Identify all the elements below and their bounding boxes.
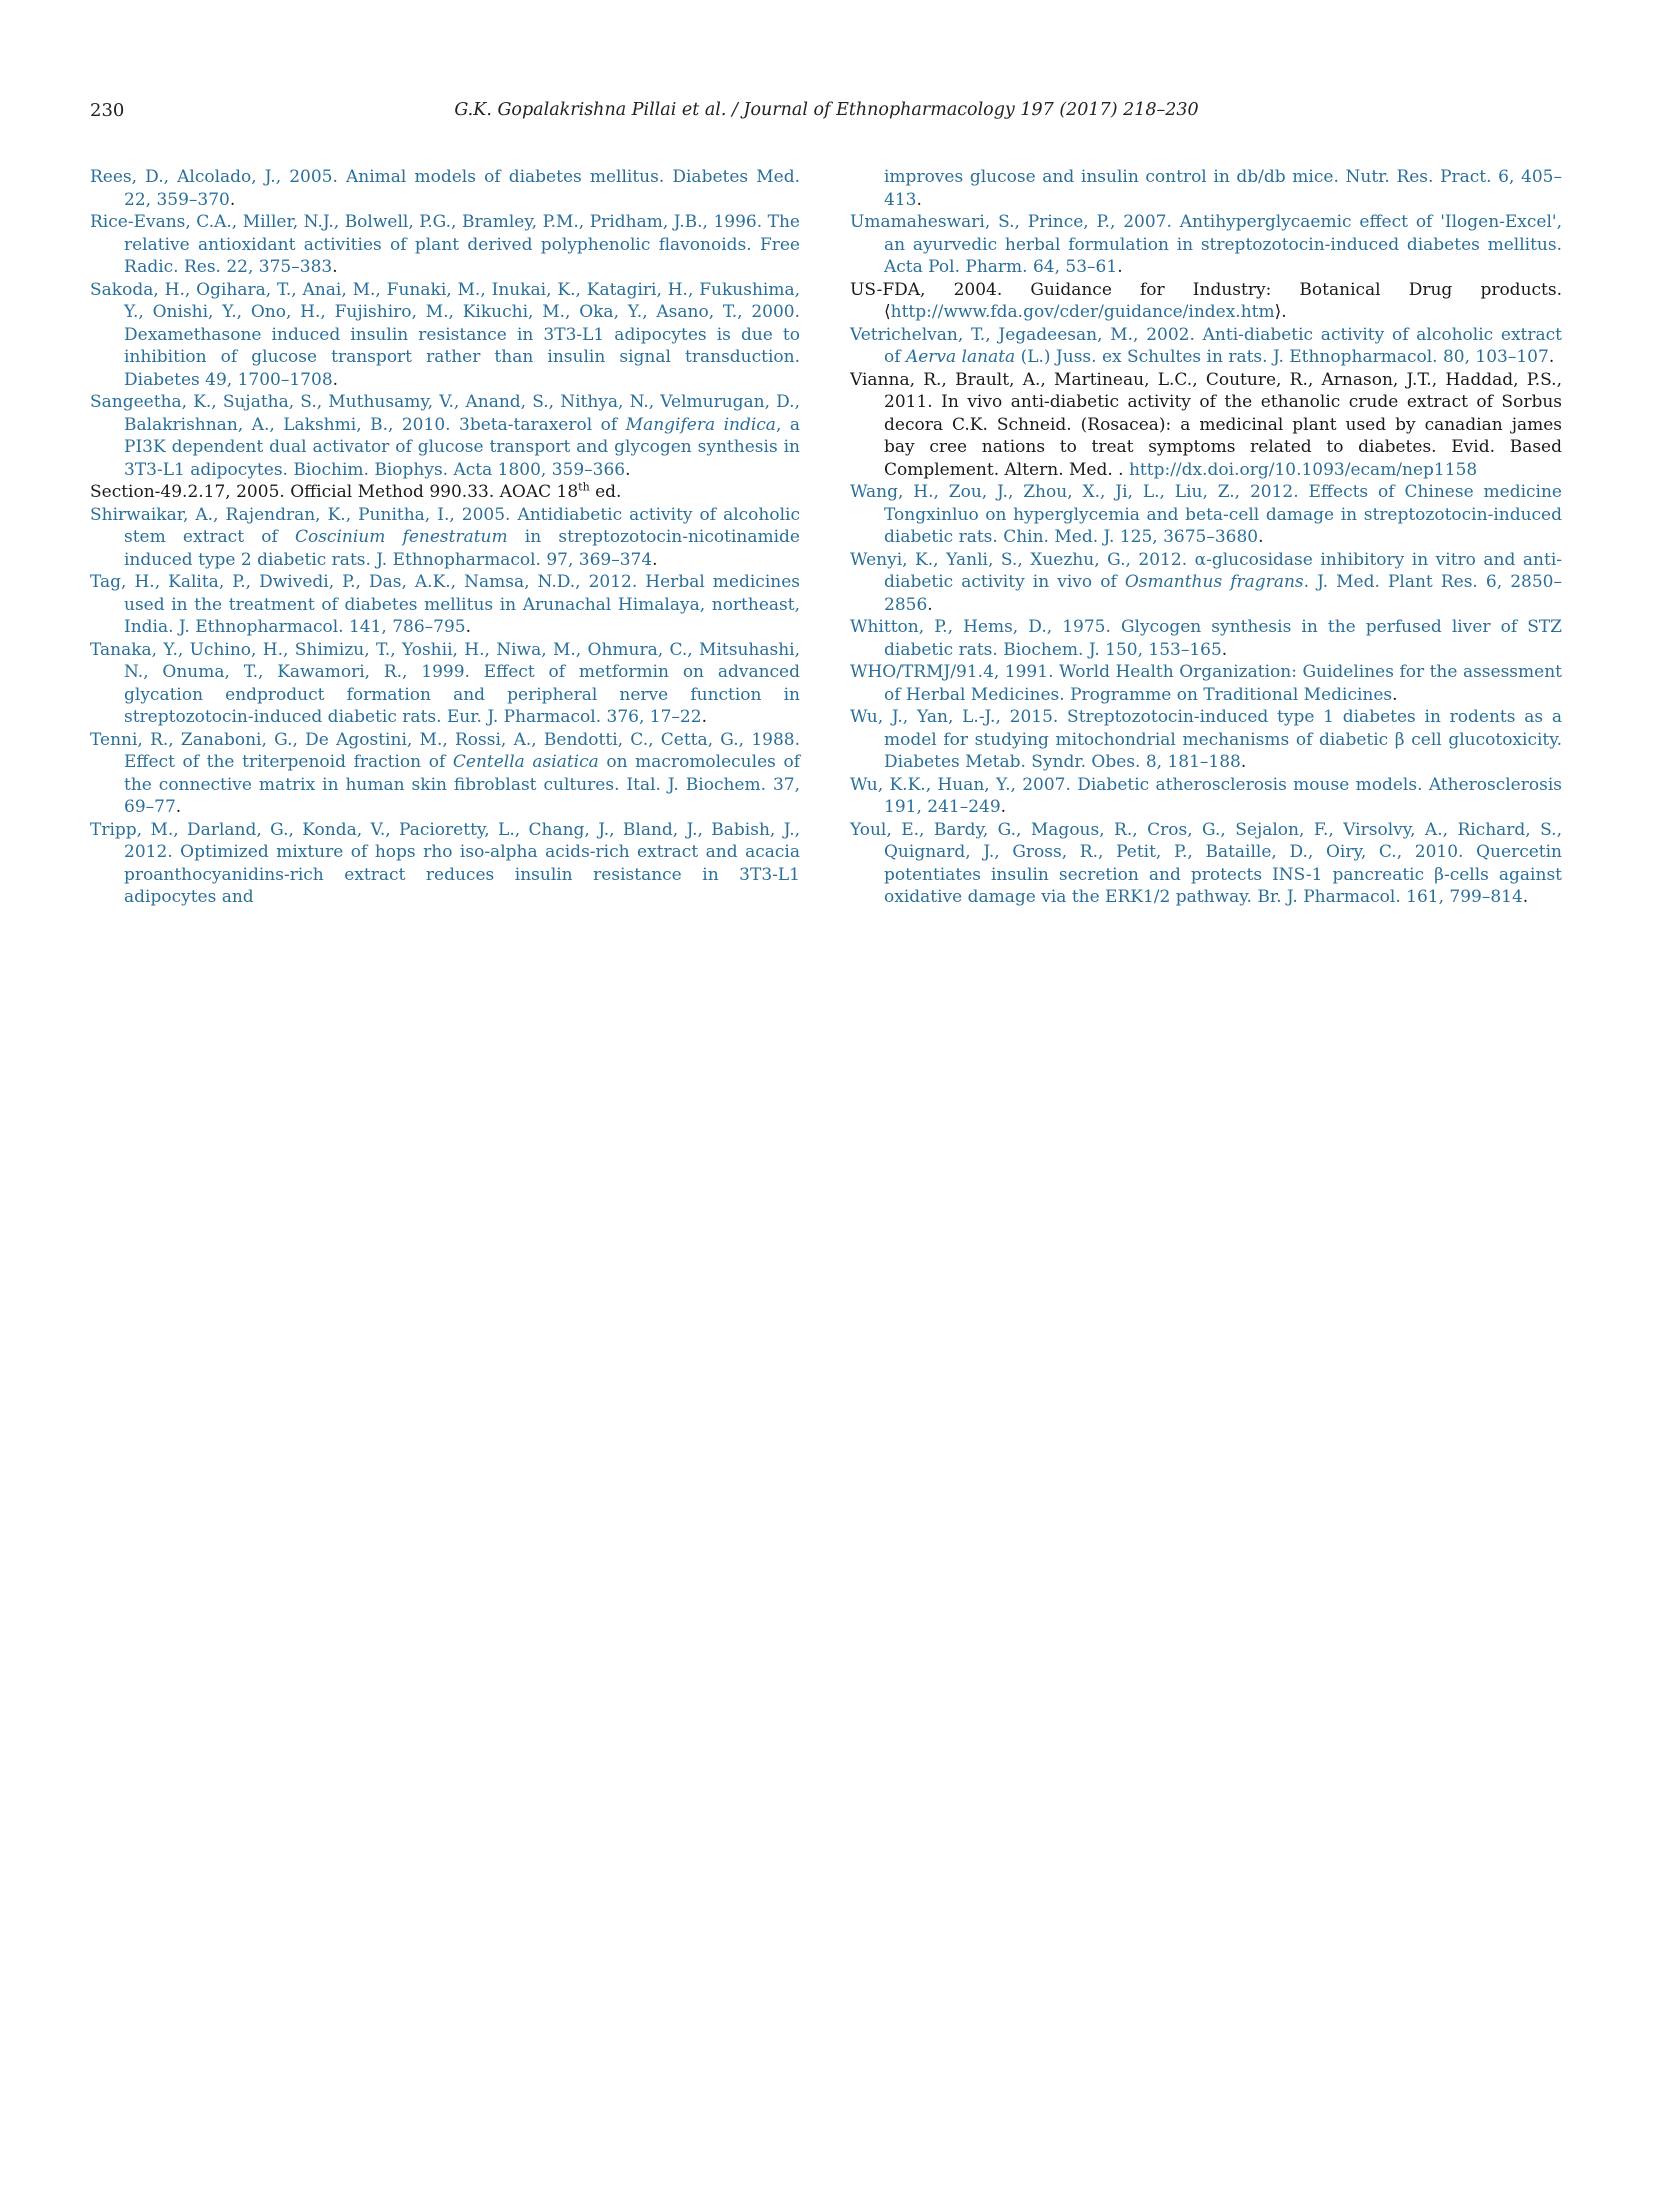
- reference-text: .: [652, 549, 658, 570]
- reference-entry[interactable]: [850, 549, 1562, 617]
- reference-text: US-FDA, 2004. Guidance for Industry: Botanical Drug products. ⟨: [850, 279, 1562, 322]
- reference-entry[interactable]: [850, 616, 1562, 661]
- reference-text: .: [1392, 684, 1398, 705]
- reference-entry[interactable]: [850, 324, 1562, 369]
- reference-text: .: [1000, 797, 1007, 817]
- reference-text: .: [1258, 527, 1264, 547]
- reference-entry: [850, 279, 1562, 324]
- reference-text: .: [625, 459, 631, 480]
- reference-entry[interactable]: [90, 571, 800, 639]
- reference-text: Shirwaikar, A., Rajendran, K., Punitha, I., 2005. Antidiabetic activity of alcoholic stem extract of: [90, 504, 800, 547]
- page-header: [90, 100, 1563, 130]
- reference-text: ⟩.: [1274, 302, 1287, 322]
- reference-entry: [90, 481, 800, 504]
- reference-text: .: [332, 257, 338, 277]
- reference-url[interactable]: http://dx.doi.org/10.1093/ecam/nep1158: [1128, 459, 1478, 480]
- reference-entry[interactable]: [850, 166, 1562, 211]
- reference-text: .: [465, 617, 472, 637]
- reference-text: Vetrichelvan, T., Jegadeesan, M., 2002. Anti-diabetic activity of alcoholic extract of: [850, 324, 1562, 367]
- reference-text: . J. Med. Plant Res. 6, 2850–2856: [884, 572, 1562, 615]
- reference-text: (L.) Juss. ex Schultes in rats. J. Ethnopharmacol. 80, 103–107: [1015, 347, 1549, 367]
- page-number: 230: [90, 100, 125, 121]
- reference-text: th: [578, 480, 590, 494]
- reference-entry[interactable]: [850, 774, 1562, 819]
- reference-entry[interactable]: [90, 819, 800, 909]
- reference-text: Youl, E., Bardy, G., Magous, R., Cros, G., Sejalon, F., Virsolvy, A., Richard, S., Quignard, J., Gross, R., Petit, P., Bataille, D., Oiry, C., 2010. Quercetin potentiates insulin secretion and protects INS-1 pancreatic β-cells against oxidative damage via the ERK1/2 pathway. Br. J. Pharmacol. 161, 799–814: [850, 819, 1562, 907]
- reference-text: Tripp, M., Darland, G., Konda, V., Pacioretty, L., Chang, J., Bland, J., Babish, J., 2012. Optimized mixture of hops rho iso-alpha acids-rich extract and acacia proanthocyanidins-rich extract reduces insulin resistance in 3T3-L1 adipocytes and: [90, 819, 800, 907]
- reference-text: Coscinium fenestratum: [294, 527, 508, 547]
- reference-text: .: [1240, 752, 1247, 772]
- reference-text: Whitton, P., Hems, D., 1975. Glycogen synthesis in the perfused liver of STZ diabetic rats. Biochem. J. 150, 153–165: [850, 617, 1562, 660]
- reference-text: Sakoda, H., Ogihara, T., Anai, M., Funaki, M., Inukai, K., Katagiri, H., Fukushima, Y., Onishi, Y., Ono, H., Fujishiro, M., Kikuchi, M., Oka, Y., Asano, T., 2000. Dexamethasone induced insulin resistance in 3T3-L1 adipocytes is due to inhibition of glucose transport rather than insulin signal transduction. Diabetes 49, 1700–1708: [90, 279, 800, 390]
- reference-text: Wenyi, K., Yanli, S., Xuezhu, G., 2012. α-glucosidase inhibitory in vitro and anti-diabetic activity in vivo of: [850, 549, 1562, 592]
- reference-text: Rice-Evans, C.A., Miller, N.J., Bolwell, P.G., Bramley, P.M., Pridham, J.B., 1996. The relative antioxidant activities of plant derived polyphenolic flavonoids. Free Radic. Res. 22, 375–383: [90, 212, 800, 277]
- reference-text: improves glucose and insulin control in db/db mice. Nutr. Res. Pract. 6, 405–413: [884, 167, 1562, 210]
- reference-entry[interactable]: [850, 211, 1562, 279]
- reference-text: .: [1522, 887, 1529, 907]
- reference-text: Centella asiatica: [452, 752, 599, 772]
- reference-text: .: [332, 369, 339, 390]
- reference-text: on macromolecules of the connective matrix in human skin fibroblast cultures. Ital. J. Biochem. 37, 69–77: [124, 752, 800, 817]
- reference-text: Sangeetha, K., Sujatha, S., Muthusamy, V., Anand, S., Nithya, N., Velmurugan, D., Balakrishnan, A., Lakshmi, B., 2010. 3beta-taraxerol of: [90, 392, 800, 435]
- reference-entry[interactable]: [850, 661, 1562, 706]
- reference-text: .: [1221, 639, 1228, 660]
- reference-text: .: [1548, 347, 1555, 367]
- reference-text: Section-49.2.17, 2005. Official Method 990.33. AOAC 18: [90, 482, 579, 502]
- reference-text: WHO/TRMJ/91.4, 1991. World Health Organization: Guidelines for the assessment of Herbal Medicines. Programme on Traditional Medicines: [850, 662, 1562, 705]
- reference-entry[interactable]: [850, 706, 1562, 774]
- reference-entry[interactable]: [90, 504, 800, 572]
- references-left-column: [90, 166, 800, 909]
- reference-text: .: [701, 707, 707, 727]
- reference-text: Tenni, R., Zanaboni, G., De Agostini, M., Rossi, A., Bendotti, C., Cetta, G., 1988. Effect of the triterpenoid fraction of: [90, 729, 800, 772]
- reference-text: Tanaka, Y., Uchino, H., Shimizu, T., Yoshii, H., Niwa, M., Ohmura, C., Mitsuhashi, N., Onuma, T., Kawamori, R., 1999. Effect of metformin on advanced glycation endproduct formation and peripheral nerve function in streptozotocin-induced diabetic rats. Eur. J. Pharmacol. 376, 17–22: [90, 639, 800, 727]
- reference-text: Umamaheswari, S., Prince, P., 2007. Antihyperglycaemic effect of 'Ilogen-Excel', an ayurvedic herbal formulation in streptozotocin-induced diabetes mellitus. Acta Pol. Pharm. 64, 53–61: [850, 212, 1562, 277]
- reference-text: , a PI3K dependent dual activator of glucose transport and glycogen synthesis in 3T3-L1 adipocytes. Biochim. Biophys. Acta 1800, 359–366: [124, 414, 800, 480]
- reference-text: .: [175, 797, 182, 817]
- reference-text: Tag, H., Kalita, P., Dwivedi, P., Das, A.K., Namsa, N.D., 2012. Herbal medicines used in the treatment of diabetes mellitus in Arunachal Himalaya, northeast, India. J. Ethnopharmacol. 141, 786–795: [90, 572, 800, 637]
- reference-entry: [850, 369, 1562, 482]
- reference-text: .: [229, 189, 236, 210]
- reference-entry[interactable]: [90, 211, 800, 279]
- reference-text: Vianna, R., Brault, A., Martineau, L.C., Couture, R., Arnason, J.T., Haddad, P.S., 2011. In vivo anti-diabetic activity of the ethanolic crude extract of Sorbus decora C.K. Schneid. (Rosacea): a medicinal plant used by canadian james bay cree nations to treat symptoms related to diabetes. Evid. Based Complement. Altern. Med. .: [850, 369, 1562, 480]
- references-right-column: [850, 166, 1562, 909]
- reference-text: ed.: [589, 482, 622, 502]
- reference-text: Osmanthus fragrans: [1124, 572, 1304, 592]
- reference-text: .: [1117, 257, 1123, 277]
- reference-text: in streptozotocin-nicotinamide induced type 2 diabetic rats. J. Ethnopharmacol. 97, 369–374: [124, 527, 800, 570]
- reference-text: Mangifera indica: [625, 414, 776, 435]
- reference-entry[interactable]: [90, 729, 800, 819]
- reference-entry[interactable]: [90, 391, 800, 481]
- reference-url[interactable]: http://www.fda.gov/cder/guidance/index.htm: [890, 302, 1275, 322]
- reference-entry[interactable]: [850, 819, 1562, 909]
- reference-text: Aerva lanata: [905, 347, 1016, 367]
- reference-text: Wu, K.K., Huan, Y., 2007. Diabetic atherosclerosis mouse models. Atherosclerosis 191, 241–249: [850, 774, 1562, 817]
- reference-text: .: [916, 189, 922, 210]
- reference-entry[interactable]: [90, 166, 800, 211]
- reference-text: .: [927, 594, 933, 615]
- reference-text: Wang, H., Zou, J., Zhou, X., Ji, L., Liu, Z., 2012. Effects of Chinese medicine Tongxinluo on hyperglycemia and beta-cell damage in streptozotocin-induced diabetic rats. Chin. Med. J. 125, 3675–3680: [850, 482, 1562, 547]
- reference-text: Rees, D., Alcolado, J., 2005. Animal models of diabetes mellitus. Diabetes Med. 22, 359–370: [90, 167, 800, 210]
- reference-entry[interactable]: [90, 639, 800, 729]
- running-head: G.K. Gopalakrishna Pillai et al. / Journal of Ethnopharmacology 197 (2017) 218–230: [454, 100, 1199, 120]
- reference-text: Wu, J., Yan, L.-J., 2015. Streptozotocin-induced type 1 diabetes in rodents as a model for studying mitochondrial mechanisms of diabetic β cell glucotoxicity. Diabetes Metab. Syndr. Obes. 8, 181–188: [850, 707, 1562, 772]
- reference-entry[interactable]: [850, 481, 1562, 549]
- reference-entry[interactable]: [90, 279, 800, 392]
